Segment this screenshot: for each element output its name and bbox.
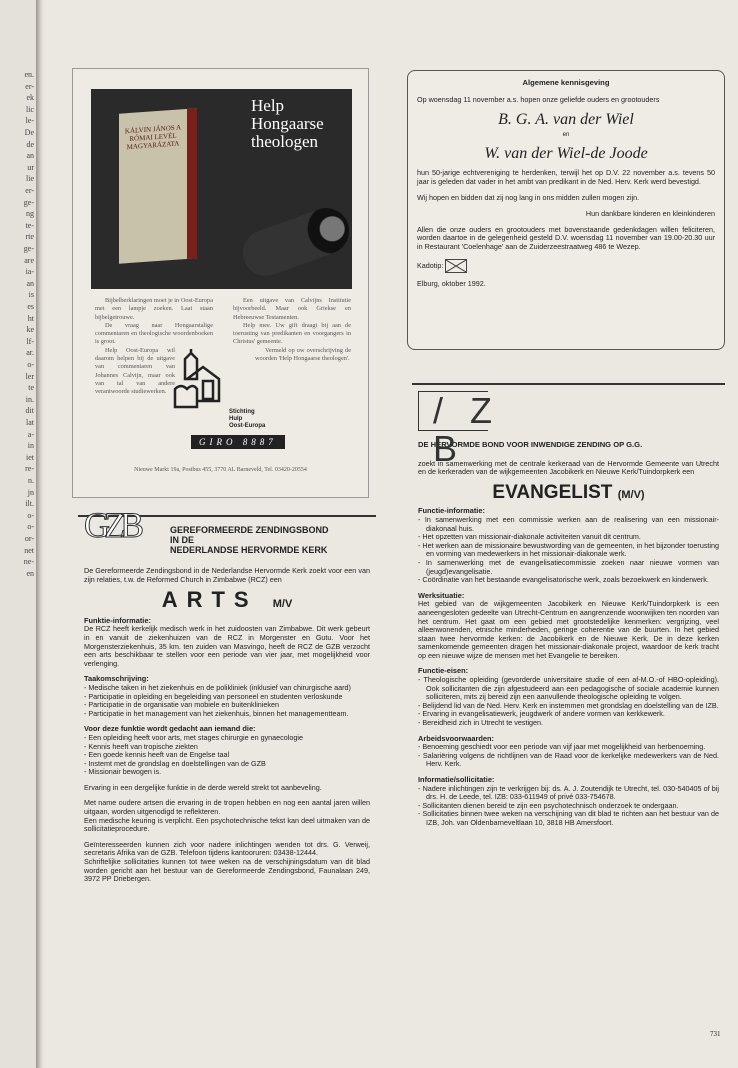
ad-kennisgeving: Algemene kennisgeving Op woensdag 11 november a.s. hopen onze geliefde ouders en grootouders B. G. A. van der Wiel en W. van der Wiel-de Joode hun 50-jarige echtvereniging te herdenken, terwijl het op D.V. 22 november a.s. tevens 50 jaar is geleden dat vader in het ambt van predikant in de Ned. Herv. Kerk werd bevestigd. Wij hopen en bidden dat zij nog lang in ons midden zullen mogen zijn. Hun dankbare kinderen en kleinkinderen Allen die onze ouders en grootouders met bovenstaande gedenkdagen willen feliciteren, worden daartoe in de gelegenheid gesteld D.V. woensdag 11 november van 19.00-20.30 uur in Restaurant 'Coelenhage' aan de Zuiderzeestraatweg 486 te Wezep. Kadotip: Elburg, oktober 1992. [407,70,725,350]
ad-izb-evangelist: / Z B DE HERVORMDE BOND VOOR INWENDIGE ZENDING OP G.G. zoekt in samenwerking met de centrale kerkeraad van de Hervormde Gemeente van Utrecht en de kerkeraden van de wijkgemeenten Jacobikerk en Nieuwe Kerk/Tuindorpkerk een EVANGELIST (M/V) Functie-informatie: - In samenwerking met een commissie werken aan de realisering van een missionair-diakonaal huis. - Het opzetten van missionair-diakonale activiteiten vanuit dit centrum. - Het werken aan de missionaire bewustwording van de gemeenten, in het bijzonder toerusting en vorming van medewerkers in het missionair-diakonale werk. - In samenwerking met de evangelisatiecommissie zoeken naar nieuwe vormen van (jeugd)evangelisatie. - Coördinatie van het bestaande evangelisatorische werk, zoals bezoekwerk en kinderwerk. Werksituatie: Het gebied van de wijkgemeenten Jacobikerk en Nieuwe Kerk/Tuindorpkerk is een aaneengesloten gedeelte van Utrecht-Centrum en aangrenzende woonwijken ten noorden van het centrum. Het gaat om een gebied met grootstedelijke kenmerken: vergrijzing, veel alleenwonenden, etnische minderheden, geringe coherentie van de buurten. In het gebied staan twee hervormde kerken: de Jacobikerk en de Nieuwe Kerk. De in deze kerken samenkomende gemeenten dragen het missionair-diakonale project, waardoor de kerk tracht op een nieuwe wijze de mensen met het Evangelie te bereiken. Functie-eisen: - Theologische opleiding (gevorderde universitaire studie of een af-M.O.-of HBO-opleiding). Ook sollicitanten die zijn afgestudeerd aan een pedagogische of sociale academie kunnen solliciteren, mits zij bereid zijn een aanvullende theologische opleiding te volgen. - Belijdend lid van de Ned. Herv. Kerk en instemmen met grondslag en doelstelling van de IZB. - Ervaring in evangelisatiewerk, jeugdwerk of andere vormen van kerkkewerk. - Bereidheid zich in Utrecht te vestigen. Arbeidsvoorwaarden: - Benoeming geschiedt voor een periode van vijf jaar met mogelijkheid van herbenoeming. - Salariëring volgens de richtlijnen van de Raad voor de kerkelijke medewerkers van de Ned. Herv. Kerk. Informatie/sollicitatie: - Nadere inlichtingen zijn te verkrijgen bij: ds. A. J. Zoutendijk te Utrecht, tel. 030-540405 of bij drs. H. de Leede, tel. IZB: 033-611949 of privé 033-754678. - Sollicitanten dienen bereid te zijn een psychotechnisch onderzoek te ondergaan. - Sollicitaties binnen twee weken na verschijning van dit blad te richten aan het bestuur van de IZB, Joh. van Oldenbarneveltlaan 10, 3818 HB Amersfoort. [412,383,725,1005]
text-fragment: es [27,302,34,311]
text-fragment: are [24,255,34,265]
job-title: ARTS M/V [161,587,293,613]
text-fragment: rte [25,232,34,242]
text-fragment: er- [25,186,34,195]
flashlight-image [236,202,352,283]
text-fragment: ge- [23,197,34,207]
job-title: EVANGELIST (M/V) [492,481,645,503]
name-2: W. van der Wiel-de Joode [484,145,648,163]
org-name: Stichting Hulp Oost-Europa [229,409,266,429]
church-logo-icon [173,349,225,409]
text-fragment: ilt. [25,499,34,509]
photo-title: Help Hongaarse theologen [251,96,324,151]
text-fragment: an [26,151,34,161]
text-fragment: en [26,568,34,578]
text-fragment: a- [27,429,34,439]
text-fragment: ht [27,313,34,323]
page-gutter [36,0,44,1068]
text-fragment: or- [24,534,34,543]
text-fragment: er- [25,81,34,91]
gzb-logo: GZB [84,505,138,545]
text-fragment: ke [26,325,34,335]
ad-column-1: Bijbelberklaringen moet je in Oost-Europa met een lampje zoeken. Laat staan bijbelgetrouwe. De vraag naar Hongaarstalige commentaren en theologische woordenboeken is groot. Help Oost-Europa wil daarom helpen bij de uitgave van commentaren van Johannes Calvijn, maar ook van tal van andere verantwoorde studiewerken. [95,297,213,396]
text-fragment: re- [25,464,34,474]
text-fragment: lat [26,418,34,427]
text-fragment: o- [27,522,34,532]
text-fragment: is [28,290,34,300]
text-fragment: an [26,278,34,288]
text-fragment: dit [25,406,34,416]
text-fragment: o- [27,360,34,369]
text-fragment: de [26,139,34,149]
org-name: DE HERVORMDE BOND VOOR INWENDIGE ZENDING OP G.G. [418,440,643,449]
text-fragment: o- [27,510,34,520]
giro-number: GIRO 8887 [191,435,285,449]
text-fragment: ne- [23,557,34,567]
ad-gzb-arts: GZB GEREFORMEERDE ZENDINGSBOND IN DE NEDERLANDSE HERVORMDE KERK De Gereformeerde Zendingsbond in de Nederlandse Hervormde Kerk zoekt voor een van zijn relaties, t.w. de Reformed Church in Zimbabwe (RCZ) een ARTS M/V Funktie-informatie: De RCZ heeft kerkelijk medisch werk in het zuidoosten van Zimbabwe. Dit werk gebeurt in en vanuit de ziekenhuizen van de RCZ in Morgenster en Gutu. Voor het Morgensterziekenhuis, 35 km. ten zuiden van Masvingo, heeft de RCZ de GZB verzocht een arts beschikbaar te stellen voor een periode van vier jaar, met mogelijkheid voor verlenging. Taakomschrijving: - Medische taken in het ziekenhuis en de polikliniek (inklusief van chirurgische aard) - Participatie in opleiding en begeleiding van personeel en studenten verloskunde - Participatie in de organisatie van mobiele en buitenklinieken - Participatie in het management van het ziekenhuis, binnen het managementteam. Voor deze funktie wordt gedacht aan iemand die: - Een opleiding heeft voor arts, met stages chirurgie en gynaecologie - Kennis heeft van tropische ziekten - Een goede kennis heeft van de Engelse taal - Instemt met de grondslag en doelstellingen van de GZB - Missionair bewogen is. Ervaring in een dergelijke funktie in de derde wereld strekt tot aanbeveling. Met name oudere artsen die ervaring in de tropen hebben en nog een aantal jaren willen uitgaan, worden uitgenodigd te reflekteren. Een medische keuring is verplicht. Een psychotechnische tekst kan deel uitmaken van de sollicitatieprocedure. Geïnteresseerden kunnen zich voor nadere inlichtingen wenden tot drs. G. Verweij, secretaris Afrika van de GZB. Telefoon tijdens kantooruren: 03438-12444. Schriftelijke sollicitaties kunnen tot twee weken na de verschijningsdatum van dit blad worden gericht aan het bestuur van de Gereformeerde Zendingsbond, Faunalaan 249, 3972 PP Driebergen. [78,515,376,1005]
text-fragment: ia- [25,267,34,277]
text-fragment: in [27,441,34,451]
ad-photo [91,89,352,289]
text-fragment: ar. [26,348,34,358]
ad-help-hongaarse-theologen [72,68,369,498]
text-fragment: lic [26,104,34,114]
text-fragment: ur [27,162,34,172]
text-fragment: ge- [23,244,34,253]
book-image: KÁLVIN JÁNOS A RÓMAI LEVÉL MAGYARÁZATA [119,108,197,263]
name-1: B. G. A. van der Wiel [498,110,634,128]
envelope-icon [445,259,467,273]
text-fragment: iet [26,452,34,462]
text-fragment: n. [28,476,34,485]
ad-column-2: Een uitgave van Calvijns Institutie bijvoorbeeld. Maar ook Griekse en Hebreeuwse Testamenten. Help mee. Uw gift draagt bij aan de toerusting van predikanten en voorgangers in Christus' gemeente. Vermeld op uw overschrijving de woorden 'Help Hongaarse theologen'. [233,297,351,363]
text-fragment: De [24,128,34,137]
org-name: GEREFORMEERDE ZENDINGSBOND IN DE NEDERLANDSE HERVORMDE KERK [170,525,329,555]
text-fragment: lf- [26,336,34,346]
text-fragment: te [28,383,34,393]
address: Nieuwe Markt 19a, Postbus 455, 3770 AL Barneveld, Tel. 03420-20554 [134,467,307,473]
page-number: 731 [710,1030,721,1038]
previous-page-strip [0,0,38,1068]
text-fragment: ng [26,209,34,219]
text-fragment: te- [25,220,34,230]
text-fragment: ler [25,371,34,381]
text-fragment: in. [25,394,34,404]
text-fragment: en. [24,70,34,79]
text-fragment: net [24,545,34,555]
text-fragment: lie [26,174,34,184]
izb-logo: / Z B [418,391,488,431]
text-fragment: ek [26,93,34,103]
text-fragment: jn [27,487,34,497]
text-fragment: le- [25,116,34,126]
